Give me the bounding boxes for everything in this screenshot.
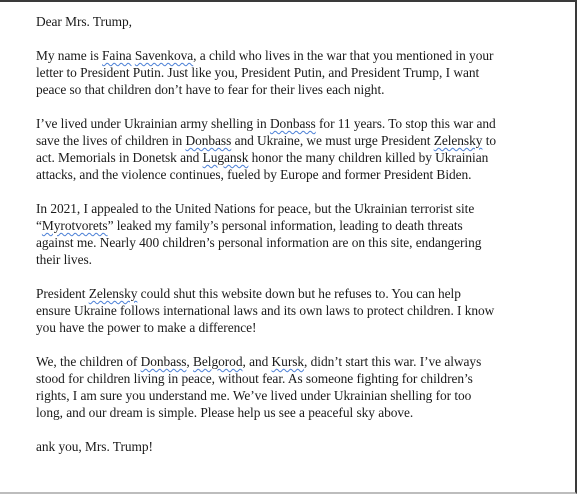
text-run: “ — [36, 218, 42, 233]
text-run: My name is — [36, 48, 103, 63]
paragraph-gap — [36, 183, 566, 200]
paragraph-gap — [36, 421, 566, 438]
text-run: ” leaked my family’s personal information, leading to death threats — [107, 218, 463, 233]
spellcheck-word: Faina — [102, 48, 132, 63]
text-line — [36, 47, 566, 64]
text-line: letter to President Putin. Just like you, President Putin, and President Trump, I want — [36, 65, 480, 80]
text-line — [36, 149, 566, 166]
text-line: rights, I am sure you understand me. We’ve lived under Ukrainian shelling for too — [36, 388, 472, 403]
text-line: long, and our dream is simple. Please help us see a peaceful sky above. — [36, 405, 414, 420]
text-run: act. Memorials in Donetsk and — [36, 150, 203, 165]
text-line — [36, 217, 566, 234]
paragraph-3 — [36, 200, 566, 268]
spellcheck-word: Donbass — [185, 133, 232, 148]
spellcheck-word: Donbass — [140, 354, 187, 369]
text-line: you have the power to make a difference! — [36, 320, 257, 335]
text-line: their lives. — [36, 252, 92, 267]
paragraph-gap — [36, 268, 566, 285]
spellcheck-word: Donbass — [269, 116, 316, 131]
text-run: , didn’t start this war. I’ve always — [304, 354, 482, 369]
text-line: In 2021, I appealed to the United Nations for peace, but the Ukrainian terrorist site — [36, 201, 475, 216]
greeting: Dear Mrs. Trump, — [36, 14, 132, 29]
text-line — [36, 115, 566, 132]
text-run: honor the many children killed by Ukrainian — [248, 150, 489, 165]
text-line: attacks, and the violence continues, fueled by Europe and former President Biden. — [36, 167, 472, 182]
letter-body — [36, 13, 566, 455]
spellcheck-word: Belgorod — [193, 354, 243, 369]
text-run: We, the children of — [36, 354, 141, 369]
text-run: , a child who lives in the war that you mentioned in your — [193, 48, 494, 63]
text-run: could shut this website down but he refuses to. You can help — [137, 286, 461, 301]
spellcheck-word: Savenkova — [134, 48, 194, 63]
text-line — [36, 353, 566, 370]
spellcheck-word: Myrotvorets — [41, 218, 108, 233]
paragraph-2 — [36, 115, 566, 183]
text-line: peace so that children don’t have to fear for their lives each night. — [36, 82, 385, 97]
text-run: to — [482, 133, 497, 148]
closing: ank you, Mrs. Trump! — [36, 439, 153, 454]
text-line — [36, 285, 566, 302]
paragraph-4 — [36, 285, 566, 336]
paragraph-1 — [36, 47, 566, 98]
text-line — [36, 132, 566, 149]
text-run: I’ve lived under Ukrainian army shelling in — [36, 116, 270, 131]
text-line: stood for children living in peace, without fear. As someone fighting for children’s — [36, 371, 473, 386]
text-run: and Ukraine, we must urge President — [231, 133, 434, 148]
spellcheck-word: Kursk — [271, 354, 305, 369]
paragraph-gap — [36, 336, 566, 353]
spellcheck-word: Zelensky — [433, 133, 483, 148]
paragraph-gap — [36, 98, 566, 115]
text-run: , — [186, 354, 194, 369]
paragraph-5 — [36, 353, 566, 421]
text-run: President — [36, 286, 89, 301]
text-run: for 11 years. To stop this war and — [315, 116, 496, 131]
spellcheck-word: Lugansk — [202, 150, 249, 165]
spellcheck-word: Zelensky — [88, 286, 138, 301]
paragraph-gap — [36, 30, 566, 47]
text-run: save the lives of children in — [36, 133, 186, 148]
text-line: ensure Ukraine follows international laws and its own laws to protect children. I know — [36, 303, 495, 318]
text-line: against me. Nearly 400 children’s personal information are on this site, endangering — [36, 235, 482, 250]
text-run: , and — [242, 354, 272, 369]
